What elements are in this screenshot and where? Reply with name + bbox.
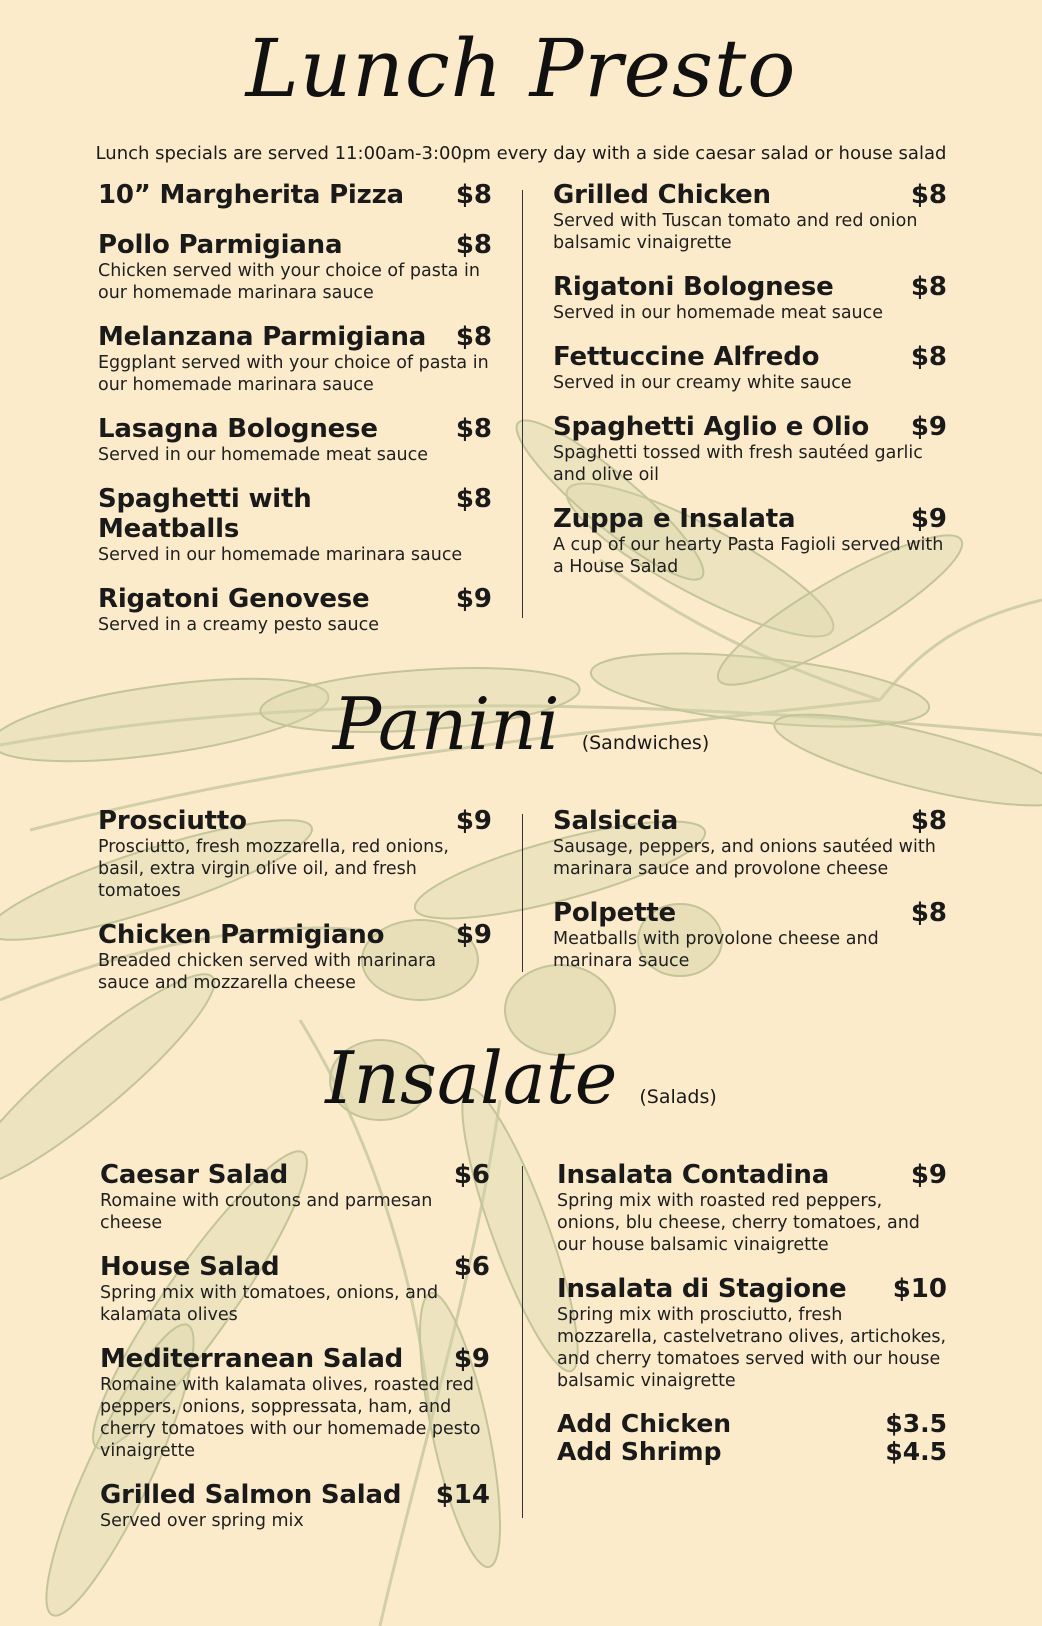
panini-right-column [553,806,947,990]
item-name: Mediterranean Salad [100,1344,404,1374]
item-price: $9 [910,1160,947,1190]
item-price: $9 [455,806,492,836]
menu-item [553,412,947,486]
item-name: Grilled Salmon Salad [100,1480,402,1510]
item-name: House Salad [100,1252,280,1282]
menu-item [98,180,492,210]
menu-item [98,414,492,466]
item-price: $8 [910,898,947,928]
column-divider [522,814,523,972]
lunch-left-column [98,180,492,654]
item-price: $8 [910,272,947,302]
lunch-hours-note: Lunch specials are served 11:00am-3:00pm every day with a side caesar salad or house salad [95,143,947,164]
item-name: Grilled Chicken [553,180,771,210]
item-name: Caesar Salad [100,1160,289,1190]
lunch-right-column [553,180,947,596]
item-price: $9 [910,504,947,534]
item-description: Spring mix with prosciutto, fresh mozzarella, castelvetrano olives, artichokes, and cherry tomatoes served with our house balsamic vinaigrette [557,1305,947,1391]
menu-item [553,504,947,578]
menu-item [100,1480,490,1532]
menu-item [100,1344,490,1462]
item-description: Served in our homemade marinara sauce [98,545,463,565]
menu-item [98,484,492,566]
menu-item [98,322,492,396]
item-description: Breaded chicken served with marinara sauce and mozzarella cheese [98,951,437,993]
panini-left-column [98,806,492,1012]
item-name: Spaghetti with Meatballs [98,484,312,544]
item-name: Zuppa e Insalata [553,504,796,534]
insalate-note: (Salads) [639,1086,717,1108]
insalate-right-column [557,1160,947,1466]
item-price: $8 [455,414,492,444]
item-price: $10 [892,1274,947,1304]
addon-item [557,1410,947,1438]
item-price: $8 [910,806,947,836]
panini-note: (Sandwiches) [581,732,710,754]
menu-item [557,1160,947,1256]
addon-price: $4.5 [885,1437,947,1466]
menu-item [98,806,492,902]
item-price: $6 [453,1252,490,1282]
item-name: Prosciutto [98,806,247,836]
item-price: $8 [910,342,947,372]
item-name: Insalata Contadina [557,1160,830,1190]
menu-item [100,1160,490,1234]
item-name: Polpette [553,898,676,928]
item-description: Served in our creamy white sauce [553,373,852,393]
item-name: Insalata di Stagione [557,1274,847,1304]
item-description: Prosciutto, fresh mozzarella, red onions, basil, extra virgin olive oil, and fresh tomatoes [98,837,449,901]
menu-item [557,1274,947,1392]
addon-name: Add Chicken [557,1409,732,1438]
insalate-title: Insalate [325,1036,618,1120]
item-price: $8 [910,180,947,210]
item-price: $8 [455,484,492,514]
item-name: Fettuccine Alfredo [553,342,820,372]
item-name: Spaghetti Aglio e Olio [553,412,870,442]
item-name: Rigatoni Bolognese [553,272,834,302]
item-description: Served in our homemade meat sauce [553,303,884,323]
item-price: $9 [455,920,492,950]
item-name: Melanzana Parmigiana [98,322,427,352]
item-name: Salsiccia [553,806,679,836]
addon-name: Add Shrimp [557,1437,722,1466]
menu-item [553,806,947,880]
item-description: Sausage, peppers, and onions sautéed with marinara sauce and provolone cheese [553,837,936,879]
menu-item [553,272,947,324]
menu-item [98,584,492,636]
menu-item [98,920,492,994]
item-description: Chicken served with your choice of pasta in our homemade marinara sauce [98,261,480,303]
item-name: 10” Margherita Pizza [98,180,404,210]
addon-price: $3.5 [885,1409,947,1438]
panini-heading [0,682,1042,766]
item-name: Pollo Parmigiana [98,230,343,260]
item-price: $14 [435,1480,490,1510]
insalate-left-column [100,1160,490,1550]
item-name: Rigatoni Genovese [98,584,370,614]
item-price: $8 [455,180,492,210]
insalate-heading [0,1036,1042,1120]
item-price: $9 [453,1344,490,1374]
item-price: $9 [455,584,492,614]
item-description: Served over spring mix [100,1511,304,1531]
menu-item [553,342,947,394]
item-description: Served in our homemade meat sauce [98,445,429,465]
item-price: $9 [910,412,947,442]
addon-item [557,1438,947,1466]
item-name: Chicken Parmigiano [98,920,385,950]
addons-list [557,1410,947,1466]
item-description: Romaine with kalamata olives, roasted red peppers, onions, soppressata, ham, and cherry tomatoes with our homemade pesto vinaigrette [100,1375,481,1461]
item-description: Spaghetti tossed with fresh sautéed garlic and olive oil [553,443,923,485]
column-divider [522,190,523,618]
item-description: Romaine with croutons and parmesan cheese [100,1191,433,1233]
item-description: A cup of our hearty Pasta Fagioli served with a House Salad [553,535,944,577]
menu-item [553,180,947,254]
item-name: Lasagna Bolognese [98,414,378,444]
item-price: $8 [455,230,492,260]
item-description: Spring mix with tomatoes, onions, and kalamata olives [100,1283,439,1325]
item-price: $6 [453,1160,490,1190]
menu-item [100,1252,490,1326]
menu-item [553,898,947,972]
column-divider [522,1166,523,1518]
item-description: Spring mix with roasted red peppers, onions, blu cheese, cherry tomatoes, and our house balsamic vinaigrette [557,1191,920,1255]
item-description: Served in a creamy pesto sauce [98,615,379,635]
item-description: Eggplant served with your choice of pasta in our homemade marinara sauce [98,353,489,395]
menu-item [98,230,492,304]
panini-title: Panini [332,682,560,766]
item-description: Meatballs with provolone cheese and marinara sauce [553,929,879,971]
page-title: Lunch Presto [245,22,797,115]
item-price: $8 [455,322,492,352]
item-description: Served with Tuscan tomato and red onion balsamic vinaigrette [553,211,918,253]
